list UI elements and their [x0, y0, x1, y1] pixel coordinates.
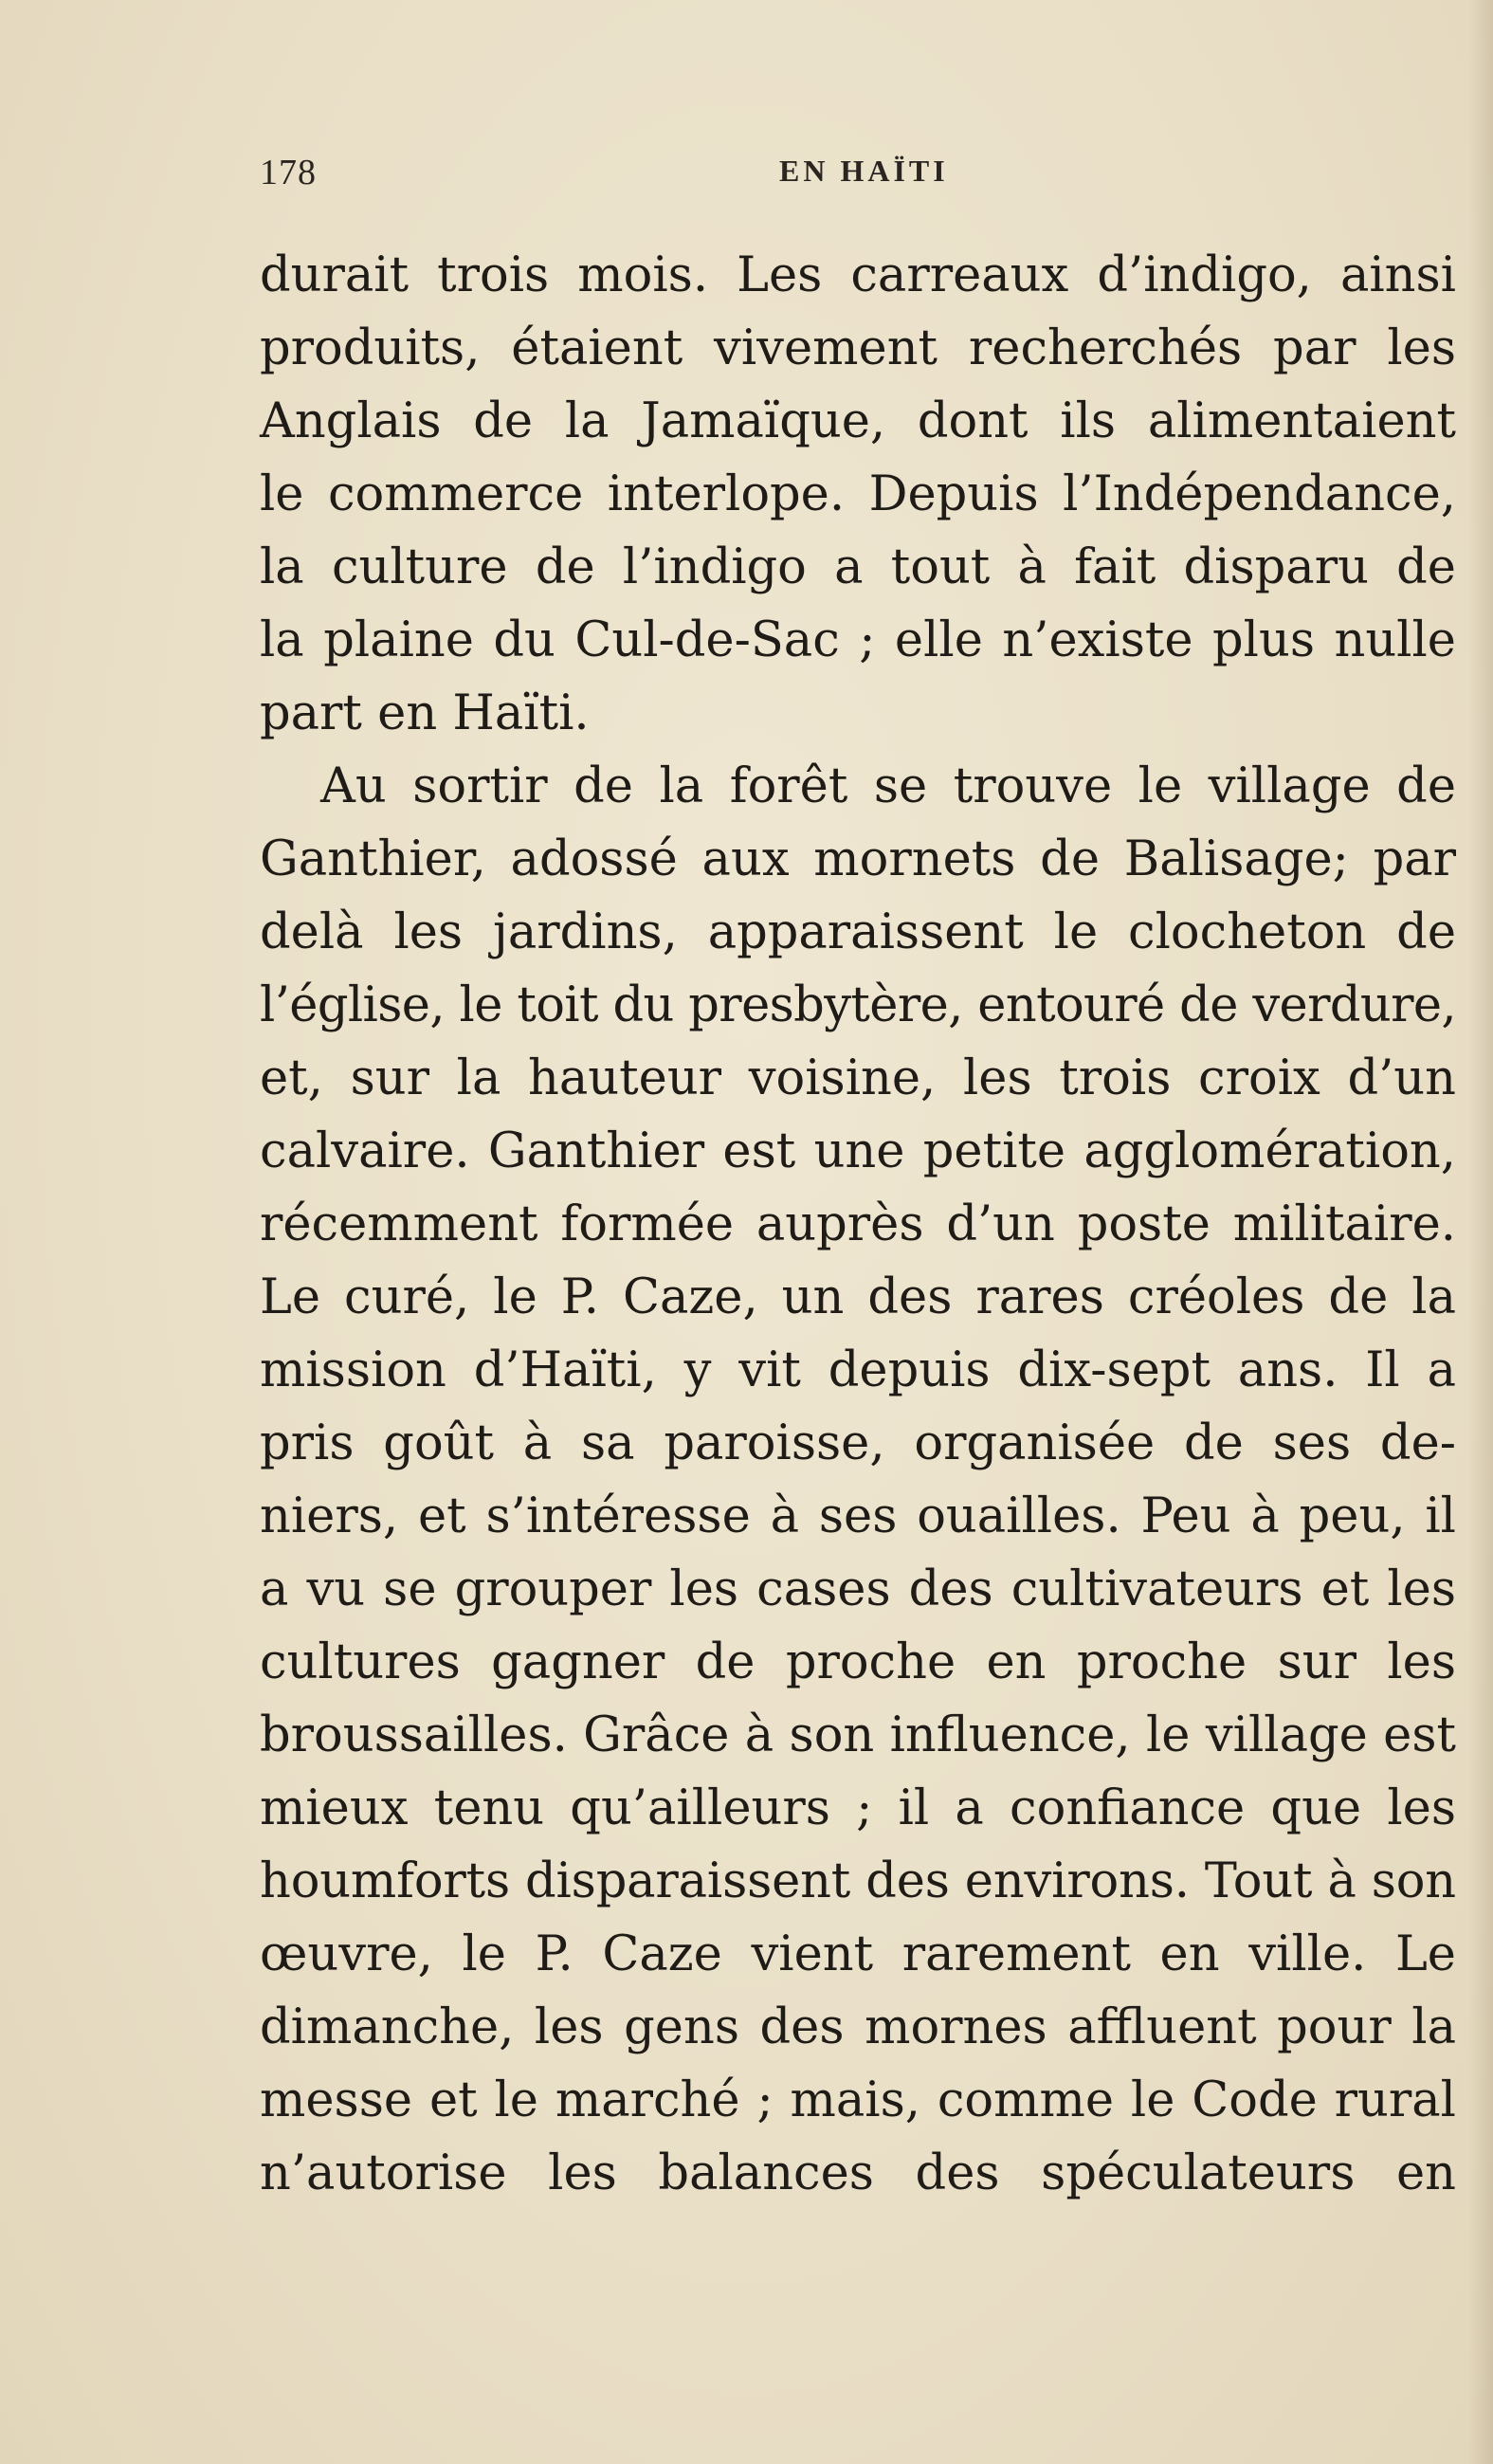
- text-line: broussailles. Grâce à son influence, le village est: [260, 1707, 1456, 1763]
- text-line: produits, étaient vivement recherchés par les: [260, 320, 1456, 376]
- text-line: et, sur la hauteur voisine, les trois croix d’un: [260, 1050, 1456, 1106]
- text-line: la plaine du Cul-de-Sac ; elle n’existe plus nulle: [260, 612, 1456, 668]
- text-line: n’autorise les balances des spéculateurs en: [260, 2145, 1456, 2201]
- text-line: pris goût à sa paroisse, organisée de ses de-: [260, 1415, 1456, 1471]
- text-line: houmforts disparaissent des environs. Tout à son: [260, 1853, 1456, 1909]
- text-line: l’église, le toit du presbytère, entouré de verdure,: [260, 977, 1456, 1033]
- text-line: messe et le marché ; mais, comme le Code rural: [260, 2072, 1456, 2128]
- text-line: dimanche, les gens des mornes affluent pour la: [260, 1999, 1456, 2055]
- text-line: delà les jardins, apparaissent le clocheton de: [260, 904, 1456, 960]
- running-header: [260, 152, 1456, 199]
- text-line: récemment formée auprès d’un poste militaire.: [260, 1196, 1456, 1252]
- text-line: le commerce interlope. Depuis l’Indépendance,: [260, 466, 1456, 522]
- text-line: la culture de l’indigo a tout à fait disparu de: [260, 539, 1456, 595]
- text-line: part en Haïti.: [260, 685, 590, 741]
- text-line: Le curé, le P. Caze, un des rares créoles de la: [260, 1269, 1456, 1325]
- page-number: 178: [260, 153, 317, 192]
- text-line: cultures gagner de proche en proche sur les: [260, 1634, 1456, 1690]
- text-line: Au sortir de la forêt se trouve le village de: [320, 758, 1456, 814]
- text-line: durait trois mois. Les carreaux d’indigo, ainsi: [260, 247, 1456, 303]
- running-title: EN HAÏTI: [779, 154, 949, 188]
- page-edge-shadow: [1468, 0, 1493, 2464]
- text-line: mission d’Haïti, y vit depuis dix-sept ans. Il a: [260, 1342, 1456, 1398]
- text-line: Ganthier, adossé aux mornets de Balisage; par: [260, 831, 1456, 887]
- text-line: mieux tenu qu’ailleurs ; il a confiance que les: [260, 1780, 1456, 1836]
- text-line: Anglais de la Jamaïque, dont ils alimentaient: [260, 393, 1456, 449]
- text-line: calvaire. Ganthier est une petite agglomération,: [260, 1123, 1456, 1179]
- text-line: œuvre, le P. Caze vient rarement en ville. Le: [260, 1926, 1456, 1982]
- text-line: niers, et s’intéresse à ses ouailles. Peu à peu, il: [260, 1488, 1456, 1544]
- body-text: [260, 239, 1456, 2210]
- text-line: a vu se grouper les cases des cultivateurs et les: [260, 1561, 1456, 1617]
